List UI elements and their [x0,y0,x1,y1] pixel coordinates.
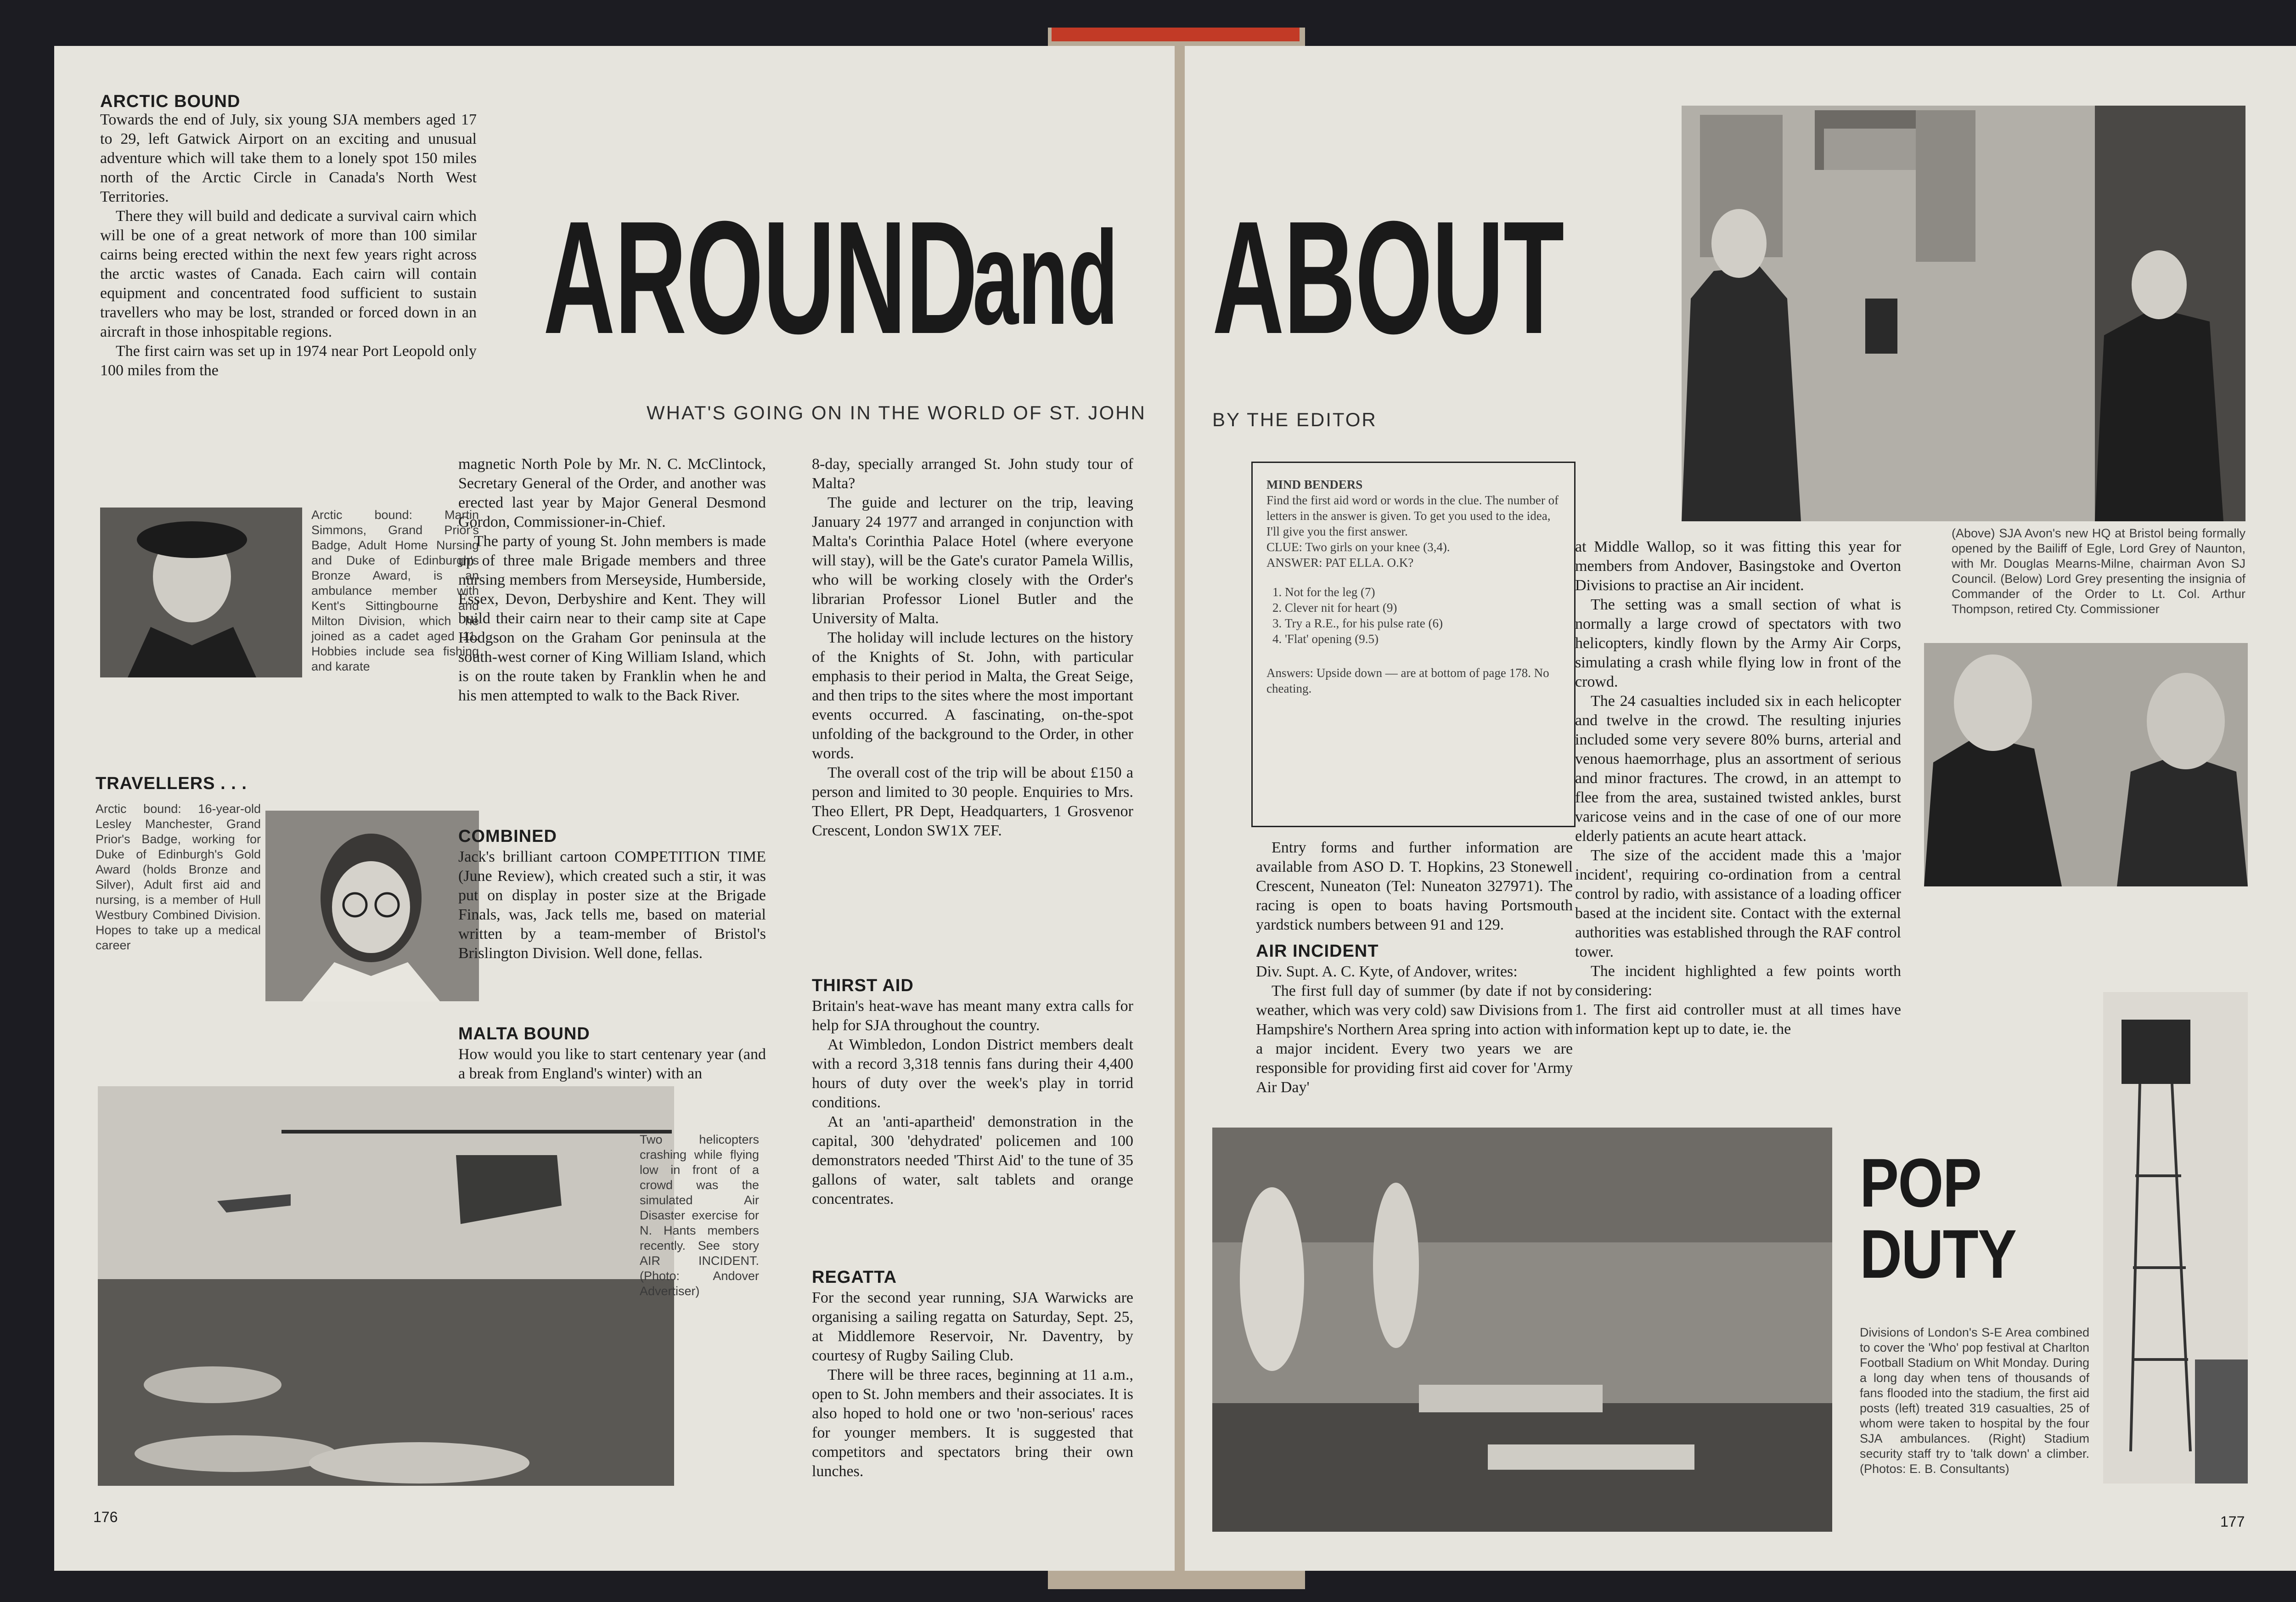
pop-caption: Divisions of London's S-E Area combined to cover the 'Who' pop festival at Charlton Football Stadium on Whit Monday. During a long day when tens of thousands of fans flooded into the stadium, the first aid posts (left) treated 319 casualties, 25 of whom were taken to hospital by the four SJA ambulances. (Right) Stadium security staff try to 'talk down' a climber. (Photos: E. B. Consultants) [1860,1326,2089,1476]
malta-heading: MALTA BOUND [458,1024,590,1044]
malta-p1: How would you like to start centenary year (and a break from England's winter) with an [458,1046,766,1082]
air-p4: The setting was a small section of what is normally a large crowd of spectators with two helicopters, kindly flown by the Army Air Corps, simulating a crash while flying low in front of the crowd. [1575,596,1901,690]
arctic-p5: The party of young St. John members is made up of three male Brigade members and three nursing members from Merseyside, Humberside, Essex, Devon, Derbyshire and Kent. They will build their cairn near to their camp site at Cape Hodgson on the Graham Gor peninsula at the south-west corner of King William Island, which is on the route taken by Franklin when he and his men attempted to walk to the Back River. [458,533,766,704]
folio-right: 177 [2220,1513,2245,1530]
duty-heading: DUTY [1860,1215,2016,1292]
quiz-item: 3. Try a R.E., for his pulse rate (6) [1285,615,1560,631]
avon-hq-opening-photo [1682,106,2245,521]
stadium-floodlight-photo [2103,992,2248,1484]
air-incident-col1 [1256,962,1573,1097]
thirst-body [812,997,1133,1209]
folio-left: 176 [93,1509,118,1525]
lesley-manchester-photo [265,811,479,1001]
helicopter-caption: Two helicopters crashing while flying low in front of a crowd was the simulated Air Disaster exercise for N. Hants members recently. See story AIR INCIDENT. (Photo: Andover Advertiser) [640,1133,759,1298]
thirst-p3: At an 'anti-apartheid' demonstration in the capital, 300 'dehydrated' policemen and 100 demonstrators needed 'Thirst Aid' to the tune of 35 gallons of water, salt tablets and orange concentrates. [812,1113,1133,1207]
quiz-items [1266,584,1560,647]
arctic-p3: The first cairn was set up in 1974 near Port Leopold only 100 miles from the [100,343,477,379]
regatta-p2: There will be three races, beginning at 11 a.m., open to St. John members and their associates. It is also hoped to hold one or two 'non-serious' races for younger members. It is suggested that competitors and spectators bring their own lunches. [812,1366,1133,1480]
combined-body [458,847,766,963]
regatta-body [812,1288,1133,1481]
pop-festival-first-aid-photo [1212,1128,1832,1532]
martin-caption: Arctic bound: Martin Simmons, Grand Prior's Badge, Adult Home Nursing and Duke of Edinburgh's Bronze Award, is an ambulance member with Kent's Sittingbourne and Milton Division, which he joined as a cadet aged 11. Hobbies include sea fishing and karate [311,508,479,673]
col2 [458,455,766,705]
air-incident-col2 [1575,537,1901,1039]
title-around: AROUND [543,188,977,367]
martin-simmons-photo [100,508,302,677]
left-page [54,46,1175,1571]
quiz-footer: Answers: Upside down — are at bottom of page 178. No cheating. [1266,666,1549,695]
thirst-heading: THIRST AID [812,976,914,995]
quiz-clue: CLUE: Two girls on your knee (3,4). [1266,540,1450,554]
malta-body-start [458,1045,766,1083]
thirst-p2: At Wimbledon, London District members dealt with a record 3,318 tennis fans during their 4,400 hours of duty over the week's play in torrid conditions. [812,1036,1133,1111]
arctic-body-col1 [100,110,477,380]
malta-p5: The overall cost of the trip will be about £150 a person and limited to 30 people. Enquiries to Mrs. Theo Ellert, PR Dept, Headquarters, 1 Grosvenor Crescent, London SW1X 7EF. [812,764,1133,839]
arctic-p2: There they will build and dedicate a survival cairn which will be one of a great network of more than 100 similar cairns being erected within the next few years right across the arctic wastes of Canada. Each cairn will contain equipment and concentrated food sufficient to sustain travellers who may be lost, stranded or forced down in an aircraft in those inhospitable regions. [100,208,477,340]
quiz-item: 2. Clever nit for heart (9) [1285,600,1560,615]
air-incident-heading: AIR INCIDENT [1256,942,1379,961]
air-p5: The 24 casualties included six in each helicopter and twelve in the crowd. The resulting injuries included some very severe 80% burns, arterial and venous haemorrhage, plus an assortment of serious and minor fractures. The crowd, in an attempt to flee from the area, sustained twisted ankles, burst varicose veins and in the case of one of our more elderly patients an acute heart attack. [1575,693,1901,845]
quiz-item: 1. Not for the leg (7) [1285,584,1560,600]
entry-body [1256,838,1573,935]
combined-heading: COMBINED [458,827,557,846]
insignia-presentation-photo [1924,643,2248,886]
air-p3: at Middle Wallop, so it was fitting this year for members from Andover, Basingstoke and Overton Divisions to practise an Air incident. [1575,538,1901,594]
col3 [812,455,1133,840]
regatta-heading: REGATTA [812,1268,897,1287]
pop-heading: POP [1860,1144,1981,1221]
entry-text: Entry forms and further information are available from ASO D. T. Hopkins, 23 Stonewell Crescent, Nuneaton (Tel: Nuneaton 327971). The racing is open to boats having Portsmouth yardstick numbers between 91 and 129. [1256,839,1573,933]
malta-p2: 8-day, specially arranged St. John study tour of Malta? [812,456,1133,492]
air-p8: 1. The first aid controller must at all times have information kept up to date, ie. the [1575,1001,1901,1038]
arctic-heading: ARCTIC BOUND [100,92,241,111]
mind-benders-box [1251,462,1576,827]
byline: BY THE EDITOR [1212,409,1377,430]
quiz-intro: Find the first aid word or words in the clue. The number of letters in the answer is given. To get you used to the idea, I'll give you the first answer. [1266,493,1559,538]
quiz-answer: ANSWER: PAT ELLA. O.K? [1266,556,1414,570]
subtitle: WHAT'S GOING ON IN THE WORLD OF ST. JOHN [647,402,1146,423]
avon-hq-caption: (Above) SJA Avon's new HQ at Bristol being formally opened by the Bailiff of Egle, Lord Grey of Naunton, with Mr. Douglas Mearns-Milne, chairman Avon SJ Council. (Below) Lord Grey presenting the insignia of Commander of the Order to Lt. Col. Arthur Thompson, retired Cty. Commissioner [1952,526,2245,616]
title-about: ABOUT [1212,188,1564,367]
arctic-p4: magnetic North Pole by Mr. N. C. McClintock, Secretary General of the Order, and another was erected last year by Major General Desmond Gordon, Commissioner-in-Chief. [458,456,766,530]
lesley-caption: Arctic bound: 16-year-old Lesley Manchester, Grand Prior's Badge, working for Duke of Edinburgh's Gold Award (holds Bronze and Silver), Adult first aid and nursing, is a member of Hull Westbury Combined Division. Hopes to take up a medical career [96,802,261,952]
air-p1: Div. Supt. A. C. Kyte, of Andover, writes: [1256,963,1518,980]
thirst-p1: Britain's heat-wave has meant many extra calls for help for SJA throughout the country. [812,998,1133,1034]
combined-text: Jack's brilliant cartoon COMPETITION TIME (June Review), which created such a stir, it was put on display in poster size at the Brigade Finals, was, Jack tells me, based on material written by a team-member of Bristol's Brislington Division. Well done, fellas. [458,848,766,962]
air-p6: The size of the accident made this a 'major incident', requiring co-ordination from a central control by radio, with assistance of a loading officer based at the incident site. Contact with the external authorities was established through the RAF control tower. [1575,847,1901,960]
arctic-p1: Towards the end of July, six young SJA members aged 17 to 29, left Gatwick Airport on an exciting and unusual adventure which will take them to a lonely spot 150 miles north of the Arctic Circle in Canada's North West Territories. [100,111,477,205]
malta-p4: The holiday will include lectures on the history of the Knights of St. John, with particular emphasis to their period in Malta, the Great Seige, and then trips to the sites where the most important events occurred. A fascinating, on-the-spot unfolding of the background to the Order, in other words. [812,629,1133,762]
quiz-item: 4. 'Flat' opening (9.5) [1285,631,1560,647]
air-p2: The first full day of summer (by date if not by weather, which was very cold) saw Divisions from Hampshire's Northern Area spring into action with a major incident. Every two years we are responsible for providing first aid cover for 'Army Air Day' [1256,982,1573,1096]
helicopter-crash-photo [98,1086,674,1486]
quiz-title: MIND BENDERS [1266,478,1363,491]
malta-p3: The guide and lecturer on the trip, leaving January 24 1977 and arranged in conjunction with Malta's Corinthia Palace Hotel (where everyone will stay), will be the Gate's curator Pamela Willis, who will be working closely with the Order's librarian Professor Lionel Butler and the University of Malta. [812,494,1133,627]
travellers-heading: TRAVELLERS . . . [96,774,247,793]
spine-edge [1052,28,1300,41]
regatta-p1: For the second year running, SJA Warwicks are organising a sailing regatta on Saturday, Sept. 25, at Middlemore Reservoir, Nr. Daventry, by courtesy of Rugby Sailing Club. [812,1289,1133,1364]
air-p7: The incident highlighted a few points worth considering: [1575,963,1901,999]
title-and: and [973,203,1118,352]
right-page [1185,46,2296,1571]
